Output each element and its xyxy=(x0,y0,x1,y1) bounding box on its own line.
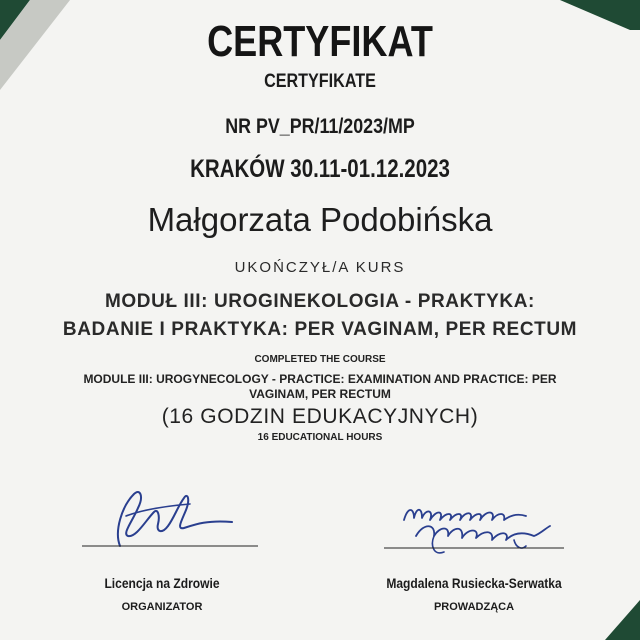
signature-block-instructor xyxy=(354,476,594,613)
course-title-en-line2: VAGINAM, PER RECTUM xyxy=(249,387,391,401)
completed-course-pl: UKOŃCZYŁ/A KURS xyxy=(234,259,406,276)
organizer-name: Licencja na Zdrowie xyxy=(104,575,220,591)
recipient-name: Małgorzata Podobińska xyxy=(147,201,493,238)
instructor-role: PROWADZĄCA xyxy=(433,601,515,613)
place-and-date: KRAKÓW 30.11-01.12.2023 xyxy=(190,155,450,183)
certificate-title: CERTYFIKAT xyxy=(207,17,433,66)
instructor-name: Magdalena Rusiecka-Serwatka xyxy=(386,575,562,591)
certificate-subtitle: CERTYFIKATE xyxy=(264,71,376,92)
handwritten-signature-instructor xyxy=(364,476,584,566)
course-title-pl-line1: MODUŁ III: UROGINEKOLOGIA - PRAKTYKA: xyxy=(105,291,535,312)
handwritten-signature-organizer xyxy=(62,476,262,556)
completed-course-en: COMPLETED THE COURSE xyxy=(254,354,386,365)
educational-hours-en: 16 EDUCATIONAL HOURS xyxy=(257,432,383,443)
educational-hours-pl: (16 GODZIN EDUKACYJNYCH) xyxy=(161,405,479,428)
certificate-number: NR PV_PR/11/2023/MP xyxy=(225,115,415,138)
corner-decoration-bottom-right xyxy=(600,600,640,640)
organizer-role: ORGANIZATOR xyxy=(121,601,203,613)
course-title-pl-line2: BADANIE I PRAKTYKA: PER VAGINAM, PER RECTUM xyxy=(62,319,578,340)
course-title-en-line1: MODULE III: UROGYNECOLOGY - PRACTICE: EXAMINATION AND PRACTICE: PER xyxy=(83,372,557,386)
signature-block-organizer xyxy=(42,476,282,613)
